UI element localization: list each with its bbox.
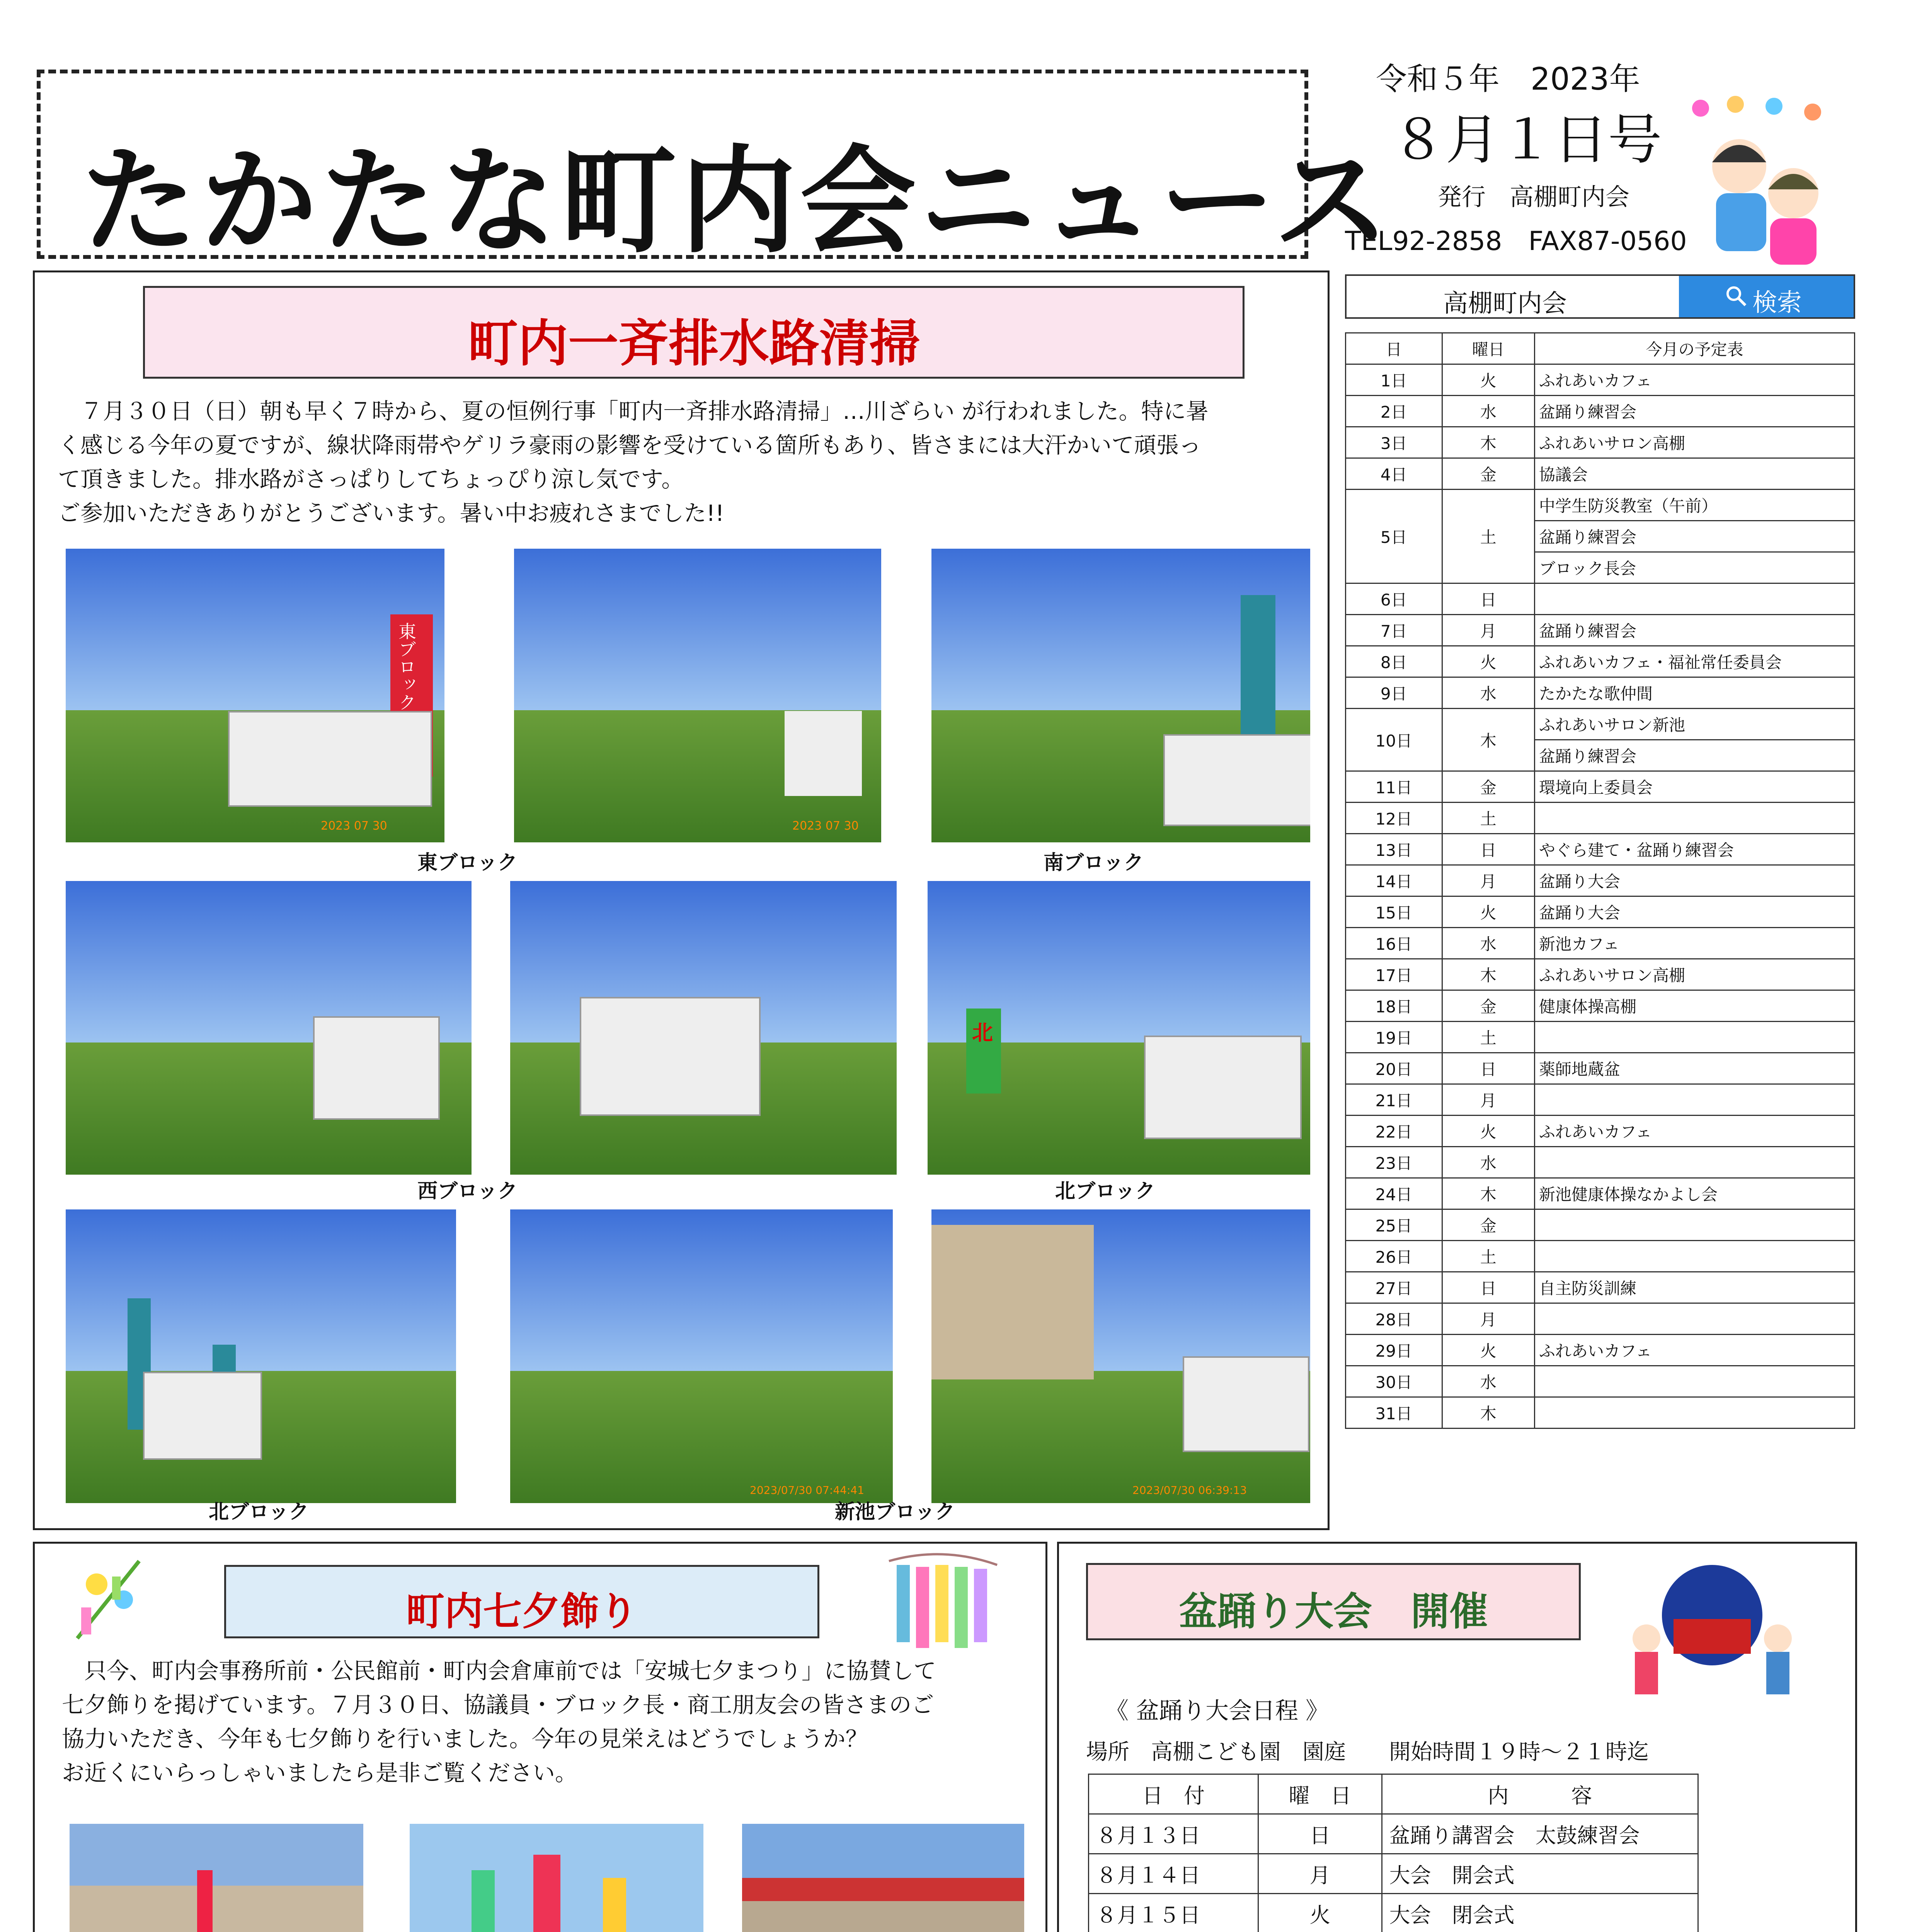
calendar-row <box>1346 1022 1855 1053</box>
calendar-weekday: 木 <box>1442 427 1535 458</box>
festival-kids-icon <box>1674 93 1836 267</box>
calendar-day: 4日 <box>1346 458 1442 490</box>
calendar-row <box>1346 709 1855 740</box>
calendar-weekday: 水 <box>1442 677 1535 709</box>
calendar-event: ふれあいカフェ <box>1535 1335 1855 1366</box>
calendar-row <box>1346 677 1855 709</box>
calendar-day: 23日 <box>1346 1147 1442 1178</box>
calendar-row <box>1346 928 1855 959</box>
calendar-day: 21日 <box>1346 1084 1442 1116</box>
search-org-label: 高棚町内会 <box>1443 289 1567 318</box>
calendar-event: やぐら建て・盆踊り練習会 <box>1535 834 1855 865</box>
calendar-event: 薬師地蔵盆 <box>1535 1053 1855 1084</box>
calendar-weekday: 木 <box>1442 959 1535 990</box>
calendar-weekday: 日 <box>1442 1272 1535 1303</box>
calendar-day: 14日 <box>1346 865 1442 896</box>
sched-content: 大会 閉会式 <box>1382 1894 1698 1932</box>
calendar-weekday: 日 <box>1442 1053 1535 1084</box>
sched-date: ８月１５日 <box>1089 1894 1258 1932</box>
calendar-day: 9日 <box>1346 677 1442 709</box>
calendar-weekday: 金 <box>1442 1209 1535 1241</box>
tanabata-line-1: 只今、町内会事務所前・公民館前・町内会倉庫前では「安城七夕まつり」に協賛して <box>62 1658 936 1684</box>
calendar-weekday: 水 <box>1442 1366 1535 1397</box>
calendar-day: 26日 <box>1346 1241 1442 1272</box>
sched-header-date: 日 付 <box>1089 1774 1258 1814</box>
calendar-row <box>1346 364 1855 396</box>
calendar-day: 8日 <box>1346 646 1442 677</box>
calendar-row <box>1346 1335 1855 1366</box>
calendar-day: 12日 <box>1346 803 1442 834</box>
monthly-calendar <box>1345 332 1855 1429</box>
cleanup-photo-north-2 <box>66 1209 456 1503</box>
calendar-day: 16日 <box>1346 928 1442 959</box>
calendar-row <box>1346 1366 1855 1397</box>
bon-schedule-title: 《 盆踊り大会日程 》 <box>1105 1697 1329 1725</box>
calendar-row <box>1346 1303 1855 1335</box>
calendar-header-cell: 曜日 <box>1442 333 1535 364</box>
calendar-day: 2日 <box>1346 396 1442 427</box>
calendar-row <box>1346 1053 1855 1084</box>
search-icon <box>1725 285 1747 308</box>
cleanup-line-1: ７月３０日（日）朝も早く７時から、夏の恒例行事「町内一斉排水路清掃」…川ざらい が行われました。特に暑 <box>58 398 1209 424</box>
calendar-weekday: 水 <box>1442 1147 1535 1178</box>
photo-stamp-shinike-1: 2023/07/30 07:44:41 <box>750 1484 865 1497</box>
calendar-event: ブロック長会 <box>1535 552 1855 583</box>
caption-north-1: 北ブロック <box>1055 1180 1155 1203</box>
calendar-event: ふれあいサロン高棚 <box>1535 959 1855 990</box>
calendar-event <box>1535 803 1855 834</box>
tanabata-photo-storage <box>742 1824 1024 1932</box>
calendar-weekday: 火 <box>1442 896 1535 928</box>
calendar-event <box>1535 1147 1855 1178</box>
calendar-weekday: 水 <box>1442 396 1535 427</box>
calendar-day: 10日 <box>1346 709 1442 771</box>
publisher: 発行 高棚町内会 <box>1438 183 1630 211</box>
calendar-day: 20日 <box>1346 1053 1442 1084</box>
calendar-weekday: 土 <box>1442 1022 1535 1053</box>
calendar-row <box>1346 1397 1855 1429</box>
calendar-day: 30日 <box>1346 1366 1442 1397</box>
cleanup-photo-shinike-1 <box>510 1209 893 1503</box>
cleanup-title: 町内一斉排水路清掃 <box>467 314 920 373</box>
cleanup-line-4: ご参加いただきありがとうございます。暑い中お疲れさまでした!! <box>58 500 724 526</box>
search-button-label: 検索 <box>1752 289 1802 317</box>
caption-west: 西ブロック <box>417 1180 518 1203</box>
caption-north-2: 北ブロック <box>209 1500 309 1524</box>
calendar-day: 31日 <box>1346 1397 1442 1429</box>
search-bar <box>1345 274 1855 319</box>
calendar-event <box>1535 1022 1855 1053</box>
calendar-weekday: 土 <box>1442 1241 1535 1272</box>
cleanup-line-2: く感じる今年の夏ですが、線状降雨帯やゲリラ豪雨の影響を受けている箇所もあり、皆さまには大汗かいて頑張っ <box>58 432 1202 458</box>
calendar-weekday: 火 <box>1442 646 1535 677</box>
calendar-row <box>1346 865 1855 896</box>
banner-north: 北 <box>972 1020 993 1045</box>
calendar-event: 盆踊り大会 <box>1535 896 1855 928</box>
calendar-weekday: 金 <box>1442 458 1535 490</box>
calendar-event <box>1535 1084 1855 1116</box>
calendar-header-cell: 今月の予定表 <box>1535 333 1855 364</box>
calendar-event: ふれあいサロン高棚 <box>1535 427 1855 458</box>
search-button[interactable] <box>1679 276 1854 317</box>
sched-day: 月 <box>1258 1854 1382 1894</box>
calendar-day: 19日 <box>1346 1022 1442 1053</box>
cleanup-photo-shinike-2 <box>931 1209 1310 1503</box>
calendar-weekday: 月 <box>1442 865 1535 896</box>
calendar-day: 13日 <box>1346 834 1442 865</box>
calendar-day: 17日 <box>1346 959 1442 990</box>
calendar-row <box>1346 396 1855 427</box>
calendar-row <box>1346 1116 1855 1147</box>
calendar-event <box>1535 1397 1855 1429</box>
calendar-day: 18日 <box>1346 990 1442 1022</box>
calendar-row <box>1346 959 1855 990</box>
sched-header-content: 内 容 <box>1382 1774 1698 1814</box>
calendar-weekday: 日 <box>1442 583 1535 615</box>
calendar-weekday: 日 <box>1442 834 1535 865</box>
calendar-event: 盆踊り練習会 <box>1535 615 1855 646</box>
photo-stamp-south: 2023 07 30 <box>792 819 859 833</box>
calendar-header-cell: 日 <box>1346 333 1442 364</box>
calendar-event: 盆踊り練習会 <box>1535 740 1855 771</box>
calendar-event <box>1535 1366 1855 1397</box>
sched-day: 日 <box>1258 1814 1382 1854</box>
cleanup-photo-north-1 <box>928 881 1310 1175</box>
calendar-weekday: 金 <box>1442 771 1535 803</box>
cleanup-photo-west-1 <box>66 881 472 1175</box>
bon-title: 盆踊り大会 開催 <box>1179 1589 1488 1634</box>
calendar-weekday: 木 <box>1442 709 1535 771</box>
calendar-row <box>1346 834 1855 865</box>
calendar-weekday: 火 <box>1442 1335 1535 1366</box>
caption-shinike: 新池ブロック <box>835 1500 955 1524</box>
calendar-event: 新池健康体操なかよし会 <box>1535 1178 1855 1209</box>
page-title: たかたな町内会ニュース <box>81 134 1393 269</box>
calendar-weekday: 水 <box>1442 928 1535 959</box>
calendar-row <box>1346 1272 1855 1303</box>
calendar-event: ふれあいカフェ・福祉常任委員会 <box>1535 646 1855 677</box>
photo-stamp-shinike-2: 2023/07/30 06:39:13 <box>1132 1484 1247 1497</box>
tanabata-line-3: 協力いただき、今年も七夕飾りを行いました。今年の見栄えはどうでしょうか？ <box>62 1726 868 1752</box>
sched-content: 盆踊り講習会 太鼓練習会 <box>1382 1814 1698 1854</box>
calendar-event: 環境向上委員会 <box>1535 771 1855 803</box>
calendar-day: 11日 <box>1346 771 1442 803</box>
calendar-day: 1日 <box>1346 364 1442 396</box>
issue-number: ８月１日号 <box>1391 109 1662 172</box>
calendar-event: ふれあいサロン新池 <box>1535 709 1855 740</box>
calendar-weekday: 火 <box>1442 364 1535 396</box>
cleanup-photo-west-2 <box>510 881 897 1175</box>
calendar-weekday: 土 <box>1442 490 1535 583</box>
calendar-day: 6日 <box>1346 583 1442 615</box>
calendar-weekday: 月 <box>1442 1303 1535 1335</box>
bon-place: 場所 高棚こども園 園庭 開始時間１９時～２１時迄 <box>1086 1740 1649 1765</box>
calendar-event: ふれあいカフェ <box>1535 1116 1855 1147</box>
bon-title-box <box>1086 1563 1581 1640</box>
calendar-row <box>1346 490 1855 521</box>
calendar-row <box>1346 583 1855 615</box>
calendar-day: 22日 <box>1346 1116 1442 1147</box>
calendar-row <box>1346 646 1855 677</box>
calendar-day: 5日 <box>1346 490 1442 583</box>
tanabata-line-4: お近くにいらっしゃいましたら是非ご覧ください。 <box>62 1760 578 1786</box>
cleanup-photo-south-1 <box>514 549 881 842</box>
calendar-day: 15日 <box>1346 896 1442 928</box>
calendar-row <box>1346 1241 1855 1272</box>
calendar-row <box>1346 427 1855 458</box>
calendar-event <box>1535 1303 1855 1335</box>
tanabata-title: 町内七夕飾り <box>406 1589 638 1634</box>
calendar-event: 新池カフェ <box>1535 928 1855 959</box>
calendar-event: 自主防災訓練 <box>1535 1272 1855 1303</box>
calendar-day: 29日 <box>1346 1335 1442 1366</box>
sched-content: 大会 開会式 <box>1382 1854 1698 1894</box>
calendar-row <box>1346 1209 1855 1241</box>
calendar-row <box>1346 896 1855 928</box>
calendar-event: 協議会 <box>1535 458 1855 490</box>
calendar-day: 7日 <box>1346 615 1442 646</box>
calendar-event: 盆踊り練習会 <box>1535 521 1855 552</box>
calendar-row <box>1346 990 1855 1022</box>
cleanup-photo-south-2 <box>931 549 1310 842</box>
cleanup-line-3: て頂きました。排水路がさっぱりしてちょっぴり涼し気です。 <box>58 466 684 492</box>
calendar-row <box>1346 803 1855 834</box>
sched-date: ８月１３日 <box>1089 1814 1258 1854</box>
tanabata-photo-office <box>70 1824 363 1932</box>
sched-day: 火 <box>1258 1894 1382 1932</box>
calendar-weekday: 木 <box>1442 1178 1535 1209</box>
calendar-event: 盆踊り練習会 <box>1535 396 1855 427</box>
calendar-day: 28日 <box>1346 1303 1442 1335</box>
calendar-weekday: 月 <box>1442 615 1535 646</box>
calendar-day: 24日 <box>1346 1178 1442 1209</box>
calendar-row <box>1346 1084 1855 1116</box>
calendar-event: ふれあいカフェ <box>1535 364 1855 396</box>
contact-info: TEL92-2858 FAX87-0560 <box>1345 226 1687 257</box>
tanabata-photo-hall <box>410 1824 703 1932</box>
calendar-event <box>1535 583 1855 615</box>
calendar-event <box>1535 1209 1855 1241</box>
tanabata-line-2: 七夕飾りを掲げています。７月３０日、協議員・ブロック長・商工朋友会の皆さまのご <box>62 1692 934 1718</box>
calendar-day: 25日 <box>1346 1209 1442 1241</box>
calendar-event: たかたな歌仲間 <box>1535 677 1855 709</box>
calendar-weekday: 木 <box>1442 1397 1535 1429</box>
calendar-event: 盆踊り大会 <box>1535 865 1855 896</box>
calendar-weekday: 金 <box>1442 990 1535 1022</box>
bon-schedule-table <box>1088 1774 1699 1932</box>
calendar-weekday: 土 <box>1442 803 1535 834</box>
cleanup-title-box <box>143 286 1245 379</box>
sched-header-day: 曜 日 <box>1258 1774 1382 1814</box>
calendar-weekday: 火 <box>1442 1116 1535 1147</box>
calendar-event <box>1535 1241 1855 1272</box>
calendar-weekday: 月 <box>1442 1084 1535 1116</box>
issue-era: 令和５年 2023年 <box>1376 61 1640 97</box>
tanabata-title-box <box>224 1565 819 1638</box>
bamboo-decoration-icon <box>66 1553 155 1648</box>
calendar-row <box>1346 1178 1855 1209</box>
sched-date: ８月１４日 <box>1089 1854 1258 1894</box>
caption-east: 東ブロック <box>417 851 518 874</box>
calendar-row <box>1346 615 1855 646</box>
calendar-row <box>1346 771 1855 803</box>
caption-south: 南ブロック <box>1044 851 1144 874</box>
photo-stamp-east: 2023 07 30 <box>321 819 387 833</box>
bon-dance-icon <box>1623 1561 1801 1709</box>
calendar-day: 27日 <box>1346 1272 1442 1303</box>
calendar-row <box>1346 1147 1855 1178</box>
calendar-day: 3日 <box>1346 427 1442 458</box>
streamers-icon <box>881 1549 1005 1659</box>
banner-east: 東ブロック <box>396 622 417 711</box>
cleanup-photo-east <box>66 549 444 842</box>
calendar-event: 健康体操高棚 <box>1535 990 1855 1022</box>
calendar-row <box>1346 458 1855 490</box>
calendar-event: 中学生防災教室（午前） <box>1535 490 1855 521</box>
